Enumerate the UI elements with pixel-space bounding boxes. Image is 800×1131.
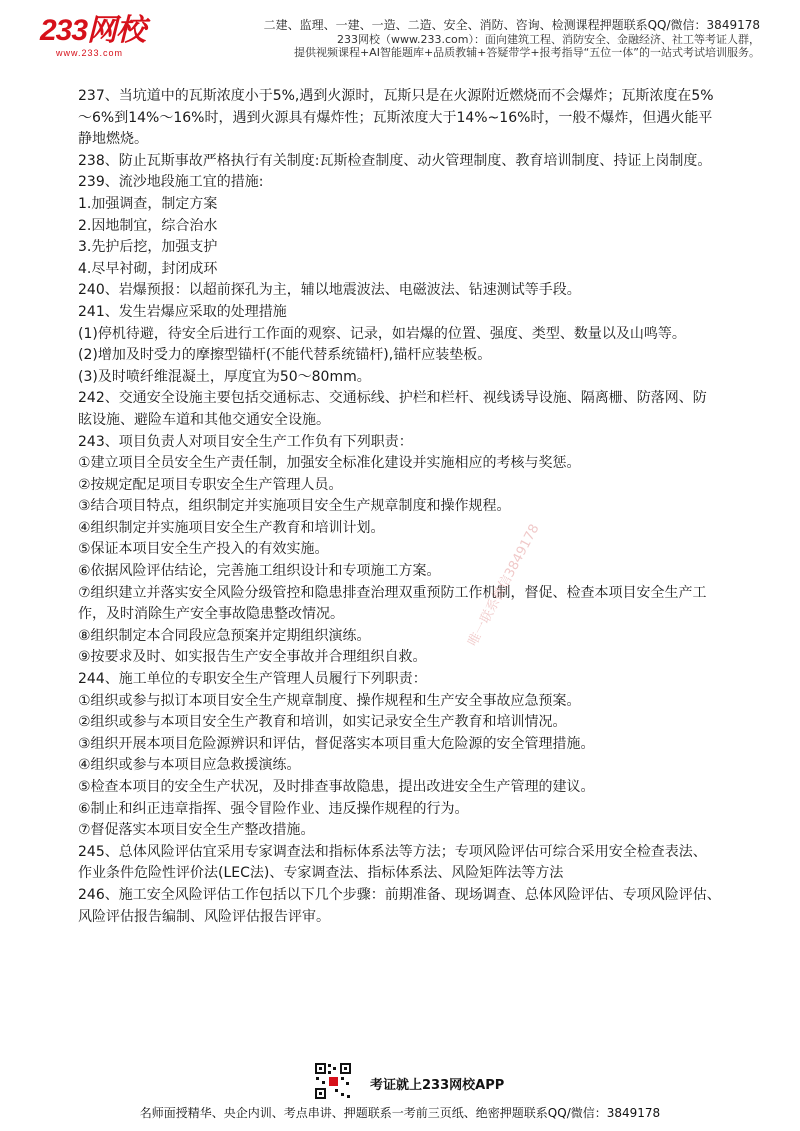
qr-code-icon[interactable] — [314, 1062, 352, 1100]
text-line: ③组织开展本项目危险源辨识和评估，督促落实本项目重大危险源的安全管理措施。 — [78, 735, 595, 752]
document-body — [78, 86, 722, 928]
text-line: 作，及时消除生产安全事故隐患整改情况。 — [78, 606, 344, 623]
watermark: 唯一联系微信3849178 — [465, 521, 543, 649]
text-line: 眩设施、避险车道和其他交通安全设施。 — [78, 411, 330, 428]
text-line: 242、交通安全设施主要包括交通标志、交通标线、护栏和栏杆、视线诱导设施、隔离栅、防落网、防 — [78, 390, 707, 407]
text-line: ①建立项目全员安全生产责任制，加强安全标准化建设并实施相应的考核与奖惩。 — [78, 455, 581, 472]
text-line: 239、流沙地段施工宜的措施: — [78, 174, 264, 191]
header-intro-line: 233网校（www.233.com）：面向建筑工程、消防安全、金融经济、社工等考证人群， — [337, 33, 760, 46]
text-line: (2)增加及时受力的摩擦型锚杆(不能代替系统锚杆),锚杆应装垫板。 — [78, 347, 492, 364]
text-line: ⑥依据风险评估结论，完善施工组织设计和专项施工方案。 — [78, 563, 441, 580]
text-line: ⑦组织建立并落实安全风险分级管控和隐患排查治理双重预防工作机制，督促、检查本项目安全生产工 — [78, 584, 707, 601]
page-header — [0, 0, 800, 72]
text-line: 241、发生岩爆应采取的处理措施 — [78, 303, 287, 320]
text-line: ⑥制止和纠正违章指挥、强令冒险作业、违反操作规程的行为。 — [78, 800, 469, 817]
text-line: ④组织或参与本项目应急救援演练。 — [78, 757, 301, 774]
text-line: 2.因地制宜，综合治水 — [78, 217, 218, 234]
text-line: ⑨按要求及时、如实报告生产安全事故并合理组织自救。 — [78, 649, 427, 666]
text-line: ②按规定配足项目专职安全生产管理人员。 — [78, 476, 343, 493]
text-line: 244、施工单位的专职安全生产管理人员履行下列职责： — [78, 671, 427, 688]
text-line: 风险评估报告编制、风险评估报告评审。 — [78, 908, 330, 925]
header-contact-line: 二建、监理、一建、一造、二造、安全、消防、咨询、检测课程押题联系QQ/微信：3849178 — [263, 18, 760, 32]
text-line: 1.加强调查，制定方案 — [78, 195, 218, 212]
text-line: ⑧组织制定本合同段应急预案并定期组织演练。 — [78, 627, 371, 644]
text-line: ②组织或参与本项目安全生产教育和培训，如实记录安全生产教育和培训情况。 — [78, 714, 567, 731]
text-line: ⑦督促落实本项目安全生产整改措施。 — [78, 822, 315, 839]
text-line: ⑤检查本项目的安全生产状况，及时排查事故隐患，提出改进安全生产管理的建议。 — [78, 779, 595, 795]
header-services-line: 提供视频课程+AI智能题库+品质教辅+答疑带学+报考指导“五位一体”的一站式考试培训服务。 — [293, 46, 760, 59]
logo-text: 233网校 — [40, 14, 146, 47]
text-line: ～6%到14%～16%时，遇到火源具有爆炸性；瓦斯浓度大于14%~16%时，一般不爆炸，但遇火能平 — [78, 109, 713, 126]
text-line: 4.尽早衬砌，封闭成环 — [78, 260, 218, 277]
text-line: (3)及时喷纤维混凝土，厚度宜为50～80mm。 — [78, 368, 371, 385]
page-footer — [0, 1058, 800, 1131]
text-line: 238、防止瓦斯事故严格执行有关制度:瓦斯检查制度、动火管理制度、教育培训制度、持证上岗制度。 — [78, 152, 712, 169]
text-line: (1)停机待避，待安全后进行工作面的观察、记录，如岩爆的位置、强度、类型、数量以及山鸣等。 — [78, 325, 686, 342]
logo-url: www.233.com — [56, 48, 124, 58]
text-line: 作业条件危险性评价法(LEC法)、专家调查法、指标体系法、风险矩阵法等方法 — [78, 865, 564, 882]
text-line: ⑤保证本项目安全生产投入的有效实施。 — [78, 541, 329, 558]
text-line: ④组织制定并实施项目安全生产教育和培训计划。 — [78, 519, 385, 536]
text-line: 245、总体风险评估宜采用专家调查法和指标体系法等方法；专项风险评估可综合采用安全检查表法、 — [78, 843, 707, 860]
text-line: ①组织或参与拟订本项目安全生产规章制度、操作规程和生产安全事故应急预案。 — [78, 692, 581, 709]
text-line: 3.先护后挖，加强支护 — [78, 239, 218, 256]
text-line: 静地燃烧。 — [78, 131, 148, 148]
text-line: 243、项目负责人对项目安全生产工作负有下列职责： — [78, 433, 413, 450]
text-line: ③结合项目特点，组织制定并实施项目安全生产规章制度和操作规程。 — [78, 498, 511, 515]
footer-contact-line: 名师面授精华、央企内训、考点串讲、押题联系一考前三页纸、绝密押题联系QQ/微信：3849178 — [139, 1106, 661, 1120]
text-line: 240、岩爆预报：以超前探孔为主，辅以地震波法、电磁波法、钻速测试等手段。 — [78, 282, 581, 299]
text-line: 246、施工安全风险评估工作包括以下几个步骤：前期准备、现场调查、总体风险评估、专项风险评估、 — [78, 886, 721, 903]
app-promo-title: 考证就上233网校APP — [370, 1078, 505, 1093]
text-line: 237、当坑道中的瓦斯浓度小于5%,遇到火源时，瓦斯只是在火源附近燃烧而不会爆炸；瓦斯浓度在5% — [78, 88, 714, 104]
